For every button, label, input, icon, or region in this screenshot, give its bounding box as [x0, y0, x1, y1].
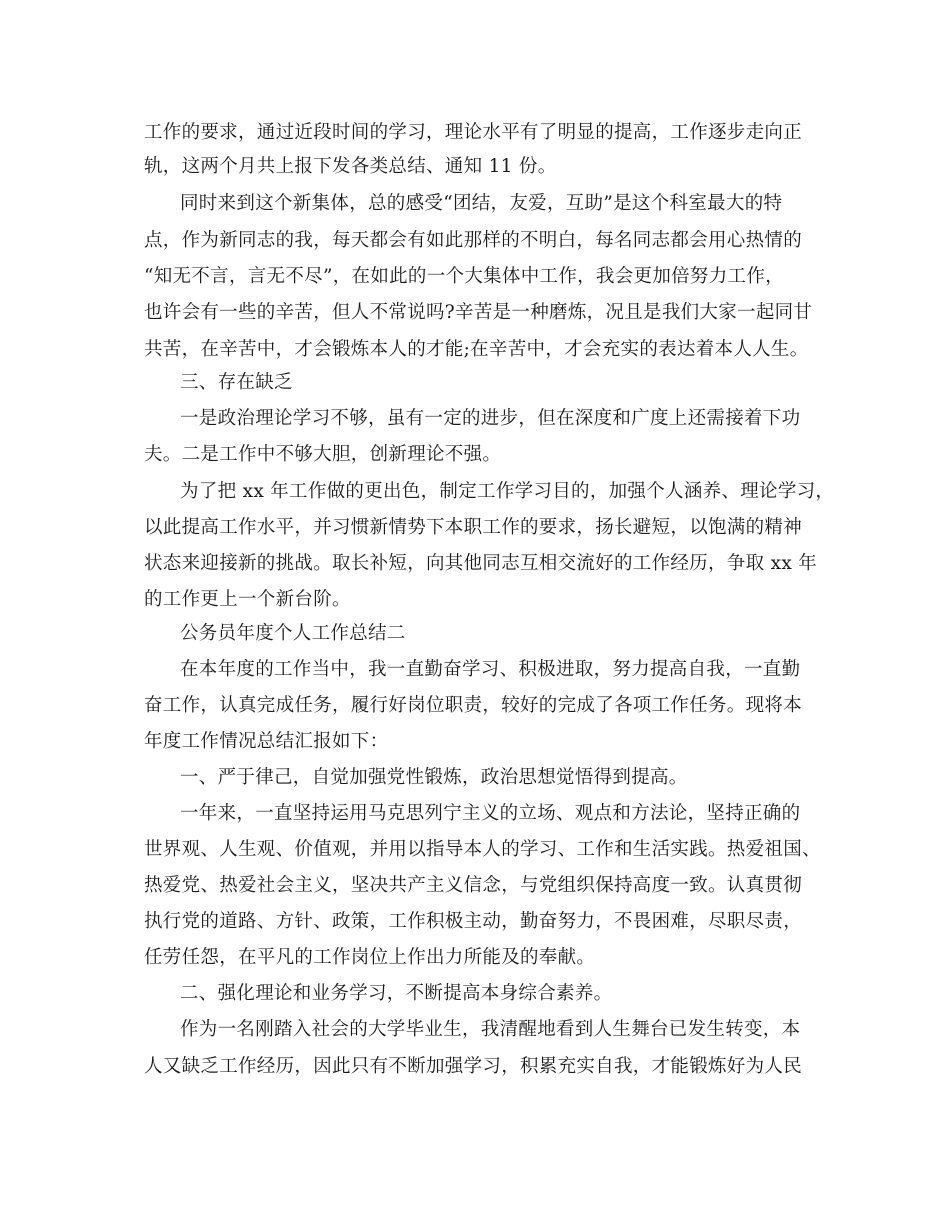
section-heading: 三、存在缺乏 [180, 372, 293, 393]
paragraph-line: 世界观、人生观、价值观，并用以指导本人的学习、工作和生活实践。热爱祖国、 [144, 839, 821, 860]
paragraph-line: 状态来迎接新的挑战。取长补短，向其他同志互相交流好的工作经历，争取 xx 年 [144, 553, 818, 574]
paragraph-line: 工作的要求，通过近段时间的学习，理论水平有了明显的提高，工作逐步走向正 [144, 122, 803, 143]
paragraph-line: 夫。二是工作中不够大胆，创新理论不强。 [144, 444, 502, 465]
paragraph-line: 人又缺乏工作经历，因此只有不断加强学习，积累充实自我，才能锻炼好为人民 [144, 1056, 803, 1077]
paragraph-line: 作为一名刚踏入社会的大学毕业生，我清醒地看到人生舞台已发生转变，本 [180, 1019, 801, 1040]
paragraph-line: 执行党的道路、方针、政策，工作积极主动，勤奋努力，不畏困难，尽职尽责， [144, 911, 803, 932]
paragraph-line: 一年来，一直坚持运用马克思列宁主义的立场、观点和方法论，坚持正确的 [180, 803, 801, 824]
paragraph-line: 为了把 xx 年工作做的更出色，制定工作学习目的，加强个人涵养、理论学习， [180, 481, 835, 502]
paragraph-line: 的工作更上一个新台阶。 [144, 589, 351, 610]
section-heading: 一、严于律己，自觉加强党性锻炼，政治思想觉悟得到提高。 [180, 767, 688, 788]
paragraph-line: 年度工作情况总结汇报如下： [144, 731, 389, 752]
paragraph-line: 一是政治理论学习不够，虽有一定的进步，但在深度和广度上还需接着下功 [180, 408, 801, 429]
paragraph-line: 共苦，在辛苦中，才会锻炼本人的才能;在辛苦中，才会充实的表达着本人人生。 [144, 339, 809, 360]
paragraph-line: 轨，这两个月共上报下发各类总结、通知 11 份。 [144, 156, 557, 177]
paragraph-line: 也许会有一些的辛苦，但人不常说吗?辛苦是一种磨炼，况且是我们大家一起同甘 [144, 302, 813, 323]
paragraph-line: 以此提高工作水平，并习惯新情势下本职工作的要求，扬长避短，以饱满的精神 [144, 517, 803, 538]
section-heading: 二、强化理论和业务学习，不断提高本身综合素养。 [180, 983, 613, 1004]
paragraph-line: 任劳任怨，在平凡的工作岗位上作出力所能及的奉献。 [144, 947, 596, 968]
paragraph-line: “知无不言，言无不尽”，在如此的一个大集体中工作，我会更加倍努力工作， [144, 266, 784, 287]
paragraph-line: 热爱党、热爱社会主义，坚决共产主义信念，与党组织保持高度一致。认真贯彻 [144, 875, 803, 896]
paragraph-line: 在本年度的工作当中，我一直勤奋学习、积极进取，努力提高自我，一直勤 [180, 659, 801, 680]
paragraph-line: 点，作为新同志的我，每天都会有如此那样的不明白，每名同志都会用心热情的 [144, 230, 803, 251]
section-title: 公务员年度个人工作总结二 [180, 623, 406, 644]
paragraph-line: 奋工作，认真完成任务，履行好岗位职责，较好的完成了各项工作任务。现将本 [144, 695, 803, 716]
paragraph-line: 同时来到这个新集体，总的感受“团结，友爱，互助”是这个科室最大的特 [180, 193, 783, 214]
